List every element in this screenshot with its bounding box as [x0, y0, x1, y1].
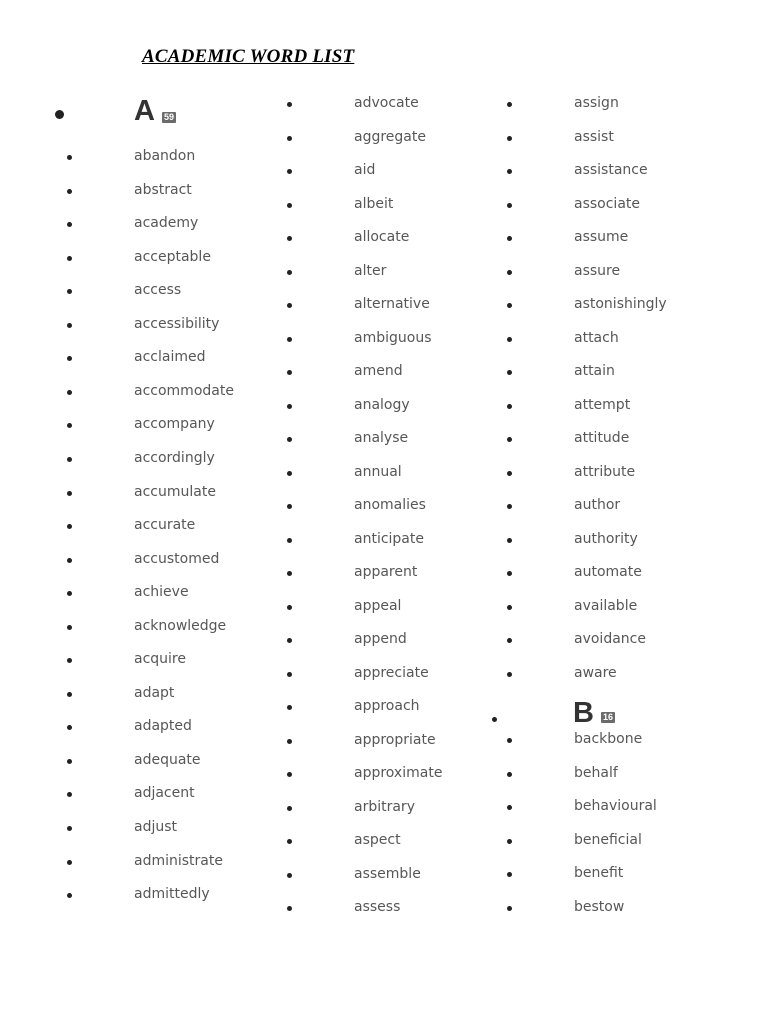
word-text: acquire: [134, 651, 186, 667]
bullet-icon: [287, 236, 292, 241]
section-count-badge: 16: [603, 712, 614, 722]
list-item: [220, 462, 450, 486]
word-text: approximate: [354, 765, 443, 781]
bullet-icon: [287, 370, 292, 375]
list-item: [220, 797, 450, 821]
word-text: aware: [574, 665, 617, 681]
list-item: [440, 897, 670, 921]
list-item: [220, 730, 450, 754]
bullet-icon: [507, 169, 512, 174]
list-item: [220, 830, 450, 854]
list-item: [220, 596, 450, 620]
word-text: assure: [574, 263, 621, 279]
list-item: [0, 381, 234, 405]
list-item: [0, 616, 230, 640]
section-header-b: [440, 698, 670, 732]
word-text: benefit: [574, 865, 624, 881]
word-text: accessibility: [134, 316, 220, 332]
word-text: amend: [354, 363, 403, 379]
list-item: [220, 763, 450, 787]
word-text: appeal: [354, 598, 402, 614]
word-text: alternative: [354, 296, 430, 312]
bullet-icon: [67, 222, 72, 227]
word-text: appropriate: [354, 732, 436, 748]
bullet-icon: [287, 772, 292, 777]
bullet-icon: [67, 725, 72, 730]
word-text: astonishingly: [574, 296, 667, 312]
word-text: acclaimed: [134, 349, 206, 365]
list-item: [440, 127, 670, 151]
word-text: accumulate: [134, 484, 216, 500]
word-text: annual: [354, 464, 402, 480]
list-item: [440, 729, 670, 753]
list-item: [440, 328, 670, 352]
bullet-icon: [67, 893, 72, 898]
bullet-icon: [67, 289, 72, 294]
list-item: [440, 93, 670, 117]
list-item: [440, 663, 670, 687]
word-text: beneficial: [574, 832, 642, 848]
section-letter: B: [573, 697, 594, 729]
bullet-icon: [67, 390, 72, 395]
bullet-icon: [287, 638, 292, 643]
list-item: [440, 194, 670, 218]
page-title: ACADEMIC WORD LIST: [142, 46, 355, 67]
list-item: [440, 395, 670, 419]
list-item: [220, 562, 450, 586]
word-text: accommodate: [134, 383, 234, 399]
bullet-icon: [507, 404, 512, 409]
word-text: albeit: [354, 196, 394, 212]
word-text: assume: [574, 229, 629, 245]
list-item: [0, 247, 230, 271]
bullet-icon: [287, 839, 292, 844]
list-item: [0, 280, 230, 304]
bullet-icon: [287, 270, 292, 275]
list-item: [0, 750, 230, 774]
word-text: adequate: [134, 752, 201, 768]
bullet-icon: [507, 102, 512, 107]
bullet-icon: [67, 155, 72, 160]
word-text: adapted: [134, 718, 192, 734]
list-item: [440, 261, 670, 285]
list-item: [440, 160, 670, 184]
word-text: assign: [574, 95, 619, 111]
bullet-icon: [287, 169, 292, 174]
word-text: accompany: [134, 416, 215, 432]
bullet-icon: [507, 538, 512, 543]
word-text: attempt: [574, 397, 631, 413]
list-item: [440, 863, 670, 887]
word-text: access: [134, 282, 182, 298]
bullet-icon: [287, 437, 292, 442]
word-text: approach: [354, 698, 420, 714]
bullet-icon: [67, 759, 72, 764]
word-text: academy: [134, 215, 199, 231]
list-item: [0, 851, 230, 875]
list-item: [440, 596, 670, 620]
bullet-icon: [507, 471, 512, 476]
bullet-icon: [287, 538, 292, 543]
word-text: aggregate: [354, 129, 426, 145]
bullet-icon: [507, 437, 512, 442]
word-text: adapt: [134, 685, 175, 701]
list-item: [220, 629, 450, 653]
list-item: [0, 515, 230, 539]
list-item: [440, 830, 670, 854]
bullet-icon: [507, 839, 512, 844]
section-count-badge: 59: [164, 112, 175, 122]
bullet-icon: [492, 717, 497, 722]
list-item: [220, 696, 450, 720]
bullet-icon: [55, 110, 64, 119]
word-text: aid: [354, 162, 376, 178]
word-text: backbone: [574, 731, 643, 747]
bullet-icon: [67, 591, 72, 596]
list-item: [440, 763, 670, 787]
bullet-icon: [287, 806, 292, 811]
bullet-icon: [507, 303, 512, 308]
word-text: avoidance: [574, 631, 646, 647]
word-text: analogy: [354, 397, 410, 413]
word-text: apparent: [354, 564, 418, 580]
bullet-icon: [507, 672, 512, 677]
list-item: [0, 649, 230, 673]
bullet-icon: [507, 738, 512, 743]
word-text: behavioural: [574, 798, 657, 814]
word-text: attitude: [574, 430, 630, 446]
bullet-icon: [287, 605, 292, 610]
list-item: [0, 414, 230, 438]
word-text: accurate: [134, 517, 196, 533]
bullet-icon: [287, 203, 292, 208]
word-text: attribute: [574, 464, 636, 480]
list-item: [220, 93, 450, 117]
list-item: [220, 361, 450, 385]
word-text: assemble: [354, 866, 421, 882]
bullet-icon: [287, 739, 292, 744]
bullet-icon: [67, 826, 72, 831]
bullet-icon: [67, 860, 72, 865]
list-item: [0, 683, 230, 707]
list-item: [440, 796, 670, 820]
word-text: anomalies: [354, 497, 426, 513]
bullet-icon: [287, 303, 292, 308]
list-item: [440, 361, 670, 385]
word-text: achieve: [134, 584, 189, 600]
bullet-icon: [287, 906, 292, 911]
bullet-icon: [507, 872, 512, 877]
list-item: [0, 549, 230, 573]
list-item: [220, 864, 450, 888]
bullet-icon: [287, 672, 292, 677]
bullet-icon: [507, 571, 512, 576]
bullet-icon: [287, 404, 292, 409]
word-text: acknowledge: [134, 618, 227, 634]
list-item: [0, 884, 230, 908]
bullet-icon: [67, 256, 72, 261]
bullet-icon: [67, 189, 72, 194]
bullet-icon: [287, 136, 292, 141]
bullet-icon: [507, 203, 512, 208]
list-item: [220, 261, 450, 285]
bullet-icon: [67, 356, 72, 361]
list-item: [220, 395, 450, 419]
bullet-icon: [67, 692, 72, 697]
list-item: [220, 328, 450, 352]
list-item: [0, 448, 230, 472]
word-text: alter: [354, 263, 387, 279]
list-item: [220, 194, 450, 218]
word-text: adjacent: [134, 785, 195, 801]
word-text: author: [574, 497, 621, 513]
bullet-icon: [507, 504, 512, 509]
word-text: bestow: [574, 899, 625, 915]
word-text: assistance: [574, 162, 648, 178]
bullet-icon: [507, 136, 512, 141]
word-text: allocate: [354, 229, 410, 245]
bullet-icon: [287, 102, 292, 107]
word-text: assist: [574, 129, 614, 145]
list-item: [0, 146, 230, 170]
word-text: acceptable: [134, 249, 211, 265]
bullet-icon: [507, 236, 512, 241]
word-text: accordingly: [134, 450, 215, 466]
word-text: anticipate: [354, 531, 424, 547]
bullet-icon: [287, 705, 292, 710]
list-item: [220, 127, 450, 151]
section-header-a: [0, 96, 230, 130]
word-text: assess: [354, 899, 401, 915]
bullet-icon: [287, 571, 292, 576]
bullet-icon: [67, 491, 72, 496]
word-text: arbitrary: [354, 799, 415, 815]
list-item: [0, 482, 230, 506]
list-item: [440, 428, 670, 452]
bullet-icon: [67, 792, 72, 797]
word-text: available: [574, 598, 638, 614]
word-text: attain: [574, 363, 615, 379]
list-item: [440, 529, 670, 553]
list-item: [220, 663, 450, 687]
list-item: [440, 462, 670, 486]
bullet-icon: [287, 504, 292, 509]
bullet-icon: [287, 337, 292, 342]
bullet-icon: [507, 370, 512, 375]
list-item: [0, 347, 230, 371]
list-item: [0, 716, 230, 740]
list-item: [0, 180, 230, 204]
word-text: attach: [574, 330, 619, 346]
list-item: [220, 160, 450, 184]
bullet-icon: [507, 805, 512, 810]
list-item: [440, 294, 670, 318]
bullet-icon: [67, 658, 72, 663]
list-item: [440, 629, 670, 653]
word-text: admittedly: [134, 886, 210, 902]
bullet-icon: [507, 638, 512, 643]
list-item: [0, 314, 230, 338]
section-letter: A: [134, 95, 155, 127]
list-item: [220, 529, 450, 553]
bullet-icon: [67, 457, 72, 462]
word-text: accustomed: [134, 551, 220, 567]
list-item: [0, 783, 230, 807]
bullet-icon: [67, 625, 72, 630]
list-item: [0, 817, 230, 841]
list-item: [220, 428, 450, 452]
word-text: administrate: [134, 853, 223, 869]
word-text: appreciate: [354, 665, 429, 681]
list-item: [440, 227, 670, 251]
list-item: [220, 495, 450, 519]
list-item: [220, 294, 450, 318]
list-item: [220, 897, 450, 921]
word-text: abstract: [134, 182, 192, 198]
list-item: [220, 227, 450, 251]
word-text: analyse: [354, 430, 409, 446]
word-text: associate: [574, 196, 641, 212]
bullet-icon: [507, 906, 512, 911]
bullet-icon: [507, 270, 512, 275]
list-item: [440, 562, 670, 586]
list-item: [0, 582, 230, 606]
bullet-icon: [507, 772, 512, 777]
word-text: abandon: [134, 148, 196, 164]
word-text: behalf: [574, 765, 618, 781]
word-text: adjust: [134, 819, 178, 835]
word-text: automate: [574, 564, 642, 580]
bullet-icon: [67, 558, 72, 563]
word-text: append: [354, 631, 407, 647]
word-text: aspect: [354, 832, 401, 848]
bullet-icon: [287, 471, 292, 476]
bullet-icon: [507, 337, 512, 342]
list-item: [0, 213, 230, 237]
bullet-icon: [67, 524, 72, 529]
bullet-icon: [67, 423, 72, 428]
word-text: ambiguous: [354, 330, 432, 346]
list-item: [440, 495, 670, 519]
word-text: authority: [574, 531, 638, 547]
word-text: advocate: [354, 95, 419, 111]
bullet-icon: [507, 605, 512, 610]
bullet-icon: [67, 323, 72, 328]
bullet-icon: [287, 873, 292, 878]
